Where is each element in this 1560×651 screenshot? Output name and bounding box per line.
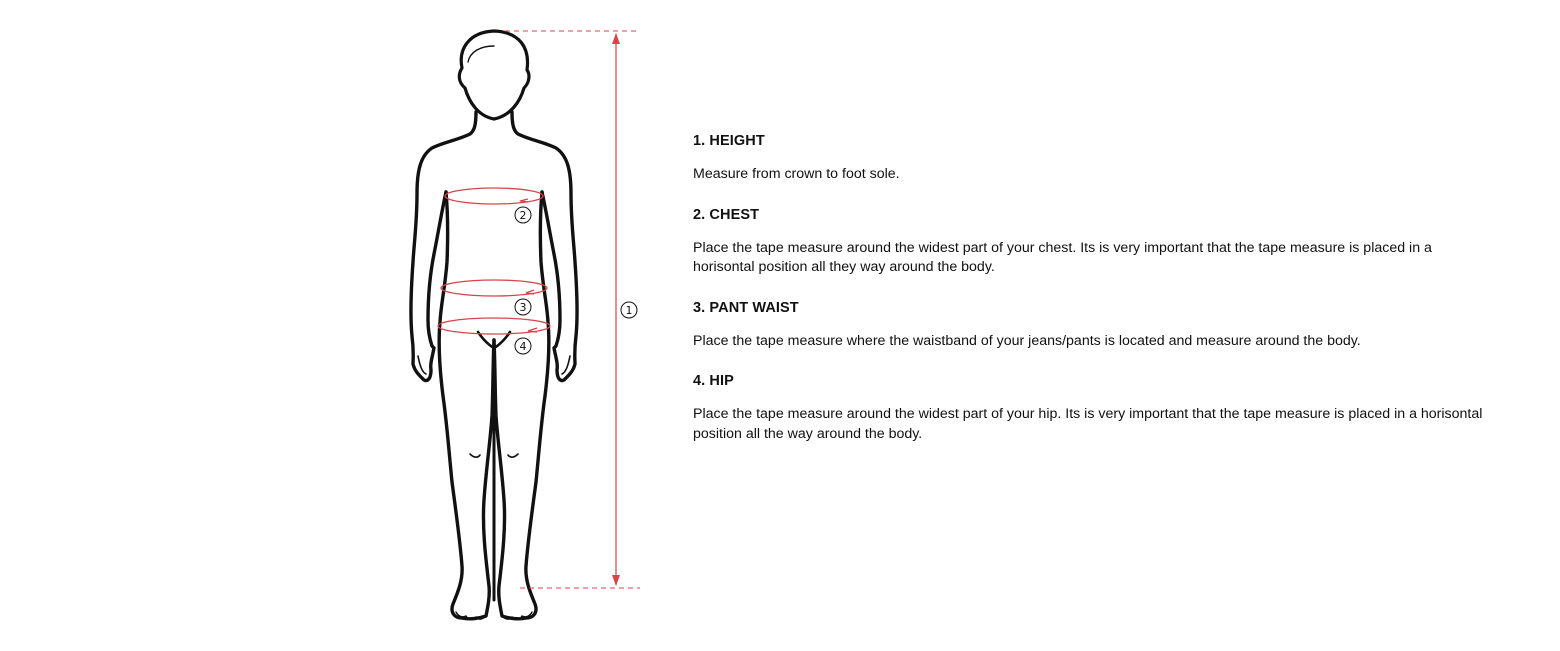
head-outline — [459, 31, 529, 119]
marker-2-label: 2 — [519, 209, 527, 222]
measurement-instructions — [693, 131, 1513, 464]
height-text: Measure from crown to foot sole. — [693, 166, 900, 182]
chest-text: Place the tape measure around the widest part of your chest. Its is very important that the tape measure is placed in a horisontal position all they way around the body. — [693, 239, 1432, 275]
height-section — [693, 131, 1513, 185]
pant-waist-section — [693, 298, 1513, 352]
body-measurement-figure — [0, 0, 700, 651]
marker-1-badge — [621, 302, 637, 318]
hip-text: Place the tape measure around the widest part of your hip. Its is very important that the tape measure is placed in a horisontal position all the way around the body. — [693, 406, 1483, 442]
marker-3-label: 3 — [519, 301, 527, 314]
chest-tape — [445, 188, 543, 204]
marker-2-badge — [515, 207, 531, 223]
marker-3-badge — [515, 299, 531, 315]
chest-section — [693, 205, 1513, 278]
pant-waist-title: 3. PANT WAIST — [693, 299, 799, 316]
marker-4-label: 4 — [519, 340, 527, 353]
child-silhouette — [411, 31, 577, 619]
height-arrow-top — [612, 33, 620, 44]
hip-section — [693, 371, 1513, 444]
left-body-outline — [411, 112, 476, 381]
chest-title: 2. CHEST — [693, 206, 760, 223]
measurement-guides — [438, 31, 640, 588]
height-title: 1. HEIGHT — [693, 133, 765, 149]
marker-4-badge — [515, 338, 531, 354]
hip-title: 4. HIP — [693, 373, 734, 389]
pant-waist-text: Place the tape measure where the waistband of your jeans/pants is located and measure around the body. — [693, 332, 1361, 349]
height-arrow-bottom — [612, 575, 620, 586]
marker-1-label: 1 — [625, 304, 633, 317]
